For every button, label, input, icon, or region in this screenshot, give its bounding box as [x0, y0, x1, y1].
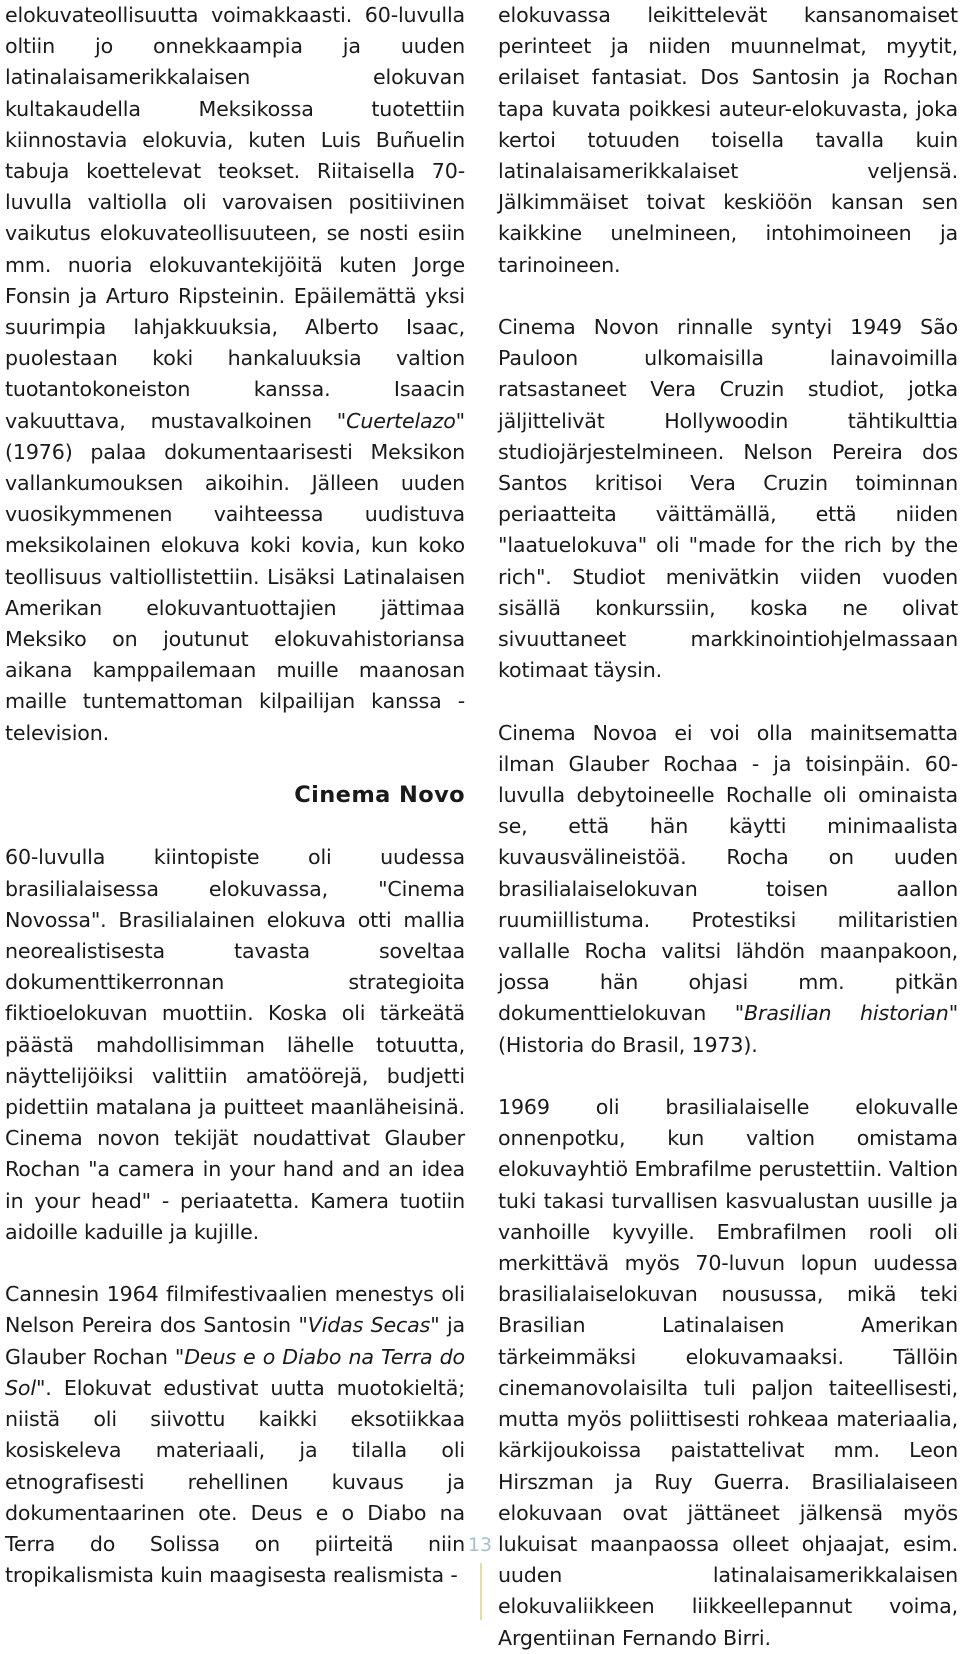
paragraph-glauber-rocha [498, 718, 958, 1061]
section-heading: Cinema Novo [294, 782, 465, 809]
paragraph-text: Cannesin 1964 filmifestivaalien menestys oli Nelson Pereira dos Santosin " [5, 1282, 465, 1338]
film-title: Deus e o Diabo na Terra do Sol [5, 1344, 465, 1400]
paragraph-embrafilme: 1969 oli brasilialaiselle elokuvalle onnenpotku, kun valtion omistama elokuvayhtiö Embrafilme perustettiin. Valtion tuki takasi turvallisen kasvualustan uusille ja vanhoille kyvyille. Embrafilmen rooli oli merkittävä myös 70-luvun lopun uudessa brasilialaiselokuvan nousussa, mikä teki Brasilian Latinalaisen Amerikan tärkeimmäksi elokuvamaaksi. Tällöin cinemanovolaisilta tuli paljon taiteellisesti, mutta myös poliittisesti rohkeaa materiaalia, kärkijoukoissa paistattelivat mm. Leon Hirszman ja Ruy Guerra. Brasilialaiseen elokuvaan ovat jättäneet jälkensä myös lukuisat maanpaossa olleet ohjaajat, esim. uuden latinalaisamerikkalaisen elokuvaliikkeen liikkeellepannut voima, Argentiinan Fernando Birri. [498, 1095, 958, 1650]
film-title: Brasilian historian [744, 1001, 949, 1026]
page-number: 13 [467, 1534, 493, 1556]
page-footer-rule [480, 1563, 482, 1620]
film-title: Cuertelazo [346, 408, 456, 433]
paragraph-vera-cruz: Cinema Novon rinnalle syntyi 1949 São Pauloon ulkomaisilla lainavoimilla ratsastaneet Vera Cruzin studiot, jotka jäljittelivät Hollywoodin tähtikulttia studiojärjestelmineen. Nelson Pereira dos Santos kritisoi Vera Cruzin toiminnan periaatteita väittämällä, että niiden "laatuelokuva" oli "made for the rich by the rich". Studiot menivätkin viiden vuoden sisällä konkurssiin, koska ne olivat sivuuttaneet markkinointiohjelmassaan kotimaat täysin. [498, 315, 958, 683]
paragraph-cinema-novo-intro: 60-luvulla kiintopiste oli uudessa brasilialaisessa elokuvassa, "Cinema Novossa". Brasilialainen elokuva otti mallia neorealistisesta tavasta soveltaa dokumenttikerronnan strategioita fiktioelokuvan muottiin. Koska oli tärkeätä päästä mahdollisimman lähelle totuutta, näyttelijöiksi valittiin amatöörejä, budjetti pidettiin matalana ja puitteet maanläheisinä. Cinema novon tekijät noudattivat Glauber Rochan "a camera in your hand and an idea in your head" - periaatetta. Kamera tuotiin aidoille kaduille ja kujille. [5, 845, 465, 1244]
paragraph-text: Cinema Novoa ei voi olla mainitsematta ilman Glauber Rochaa - ja toisinpäin. 60-luvulla debytoineelle Rochalle oli ominaista se, että hän käytti minimaalista kuvausvälineistöä. Rocha on uuden brasilialaiselokuvan toisen aallon ruumiillistuma. Protestiksi militaristien vallalle Rocha valitsi lähdön maanpakoon, jossa hän ohjasi mm. pitkän dokumenttielokuvan " [498, 720, 958, 1026]
right-column [498, 0, 958, 1654]
paragraph-text: " ja Glauber Rochan " [5, 1313, 465, 1369]
paragraph-folk-traditions: elokuvassa leikittelevät kansanomaiset perinteet ja niiden muunnelmat, myytit, erilaiset fantasiat. Dos Santosin ja Rochan tapa kuvata poikkesi auteur-elokuvasta, joka kertoi totuuden toisella tavalla kuin latinalaisamerikkalaiset veljensä. Jälkimmäiset toivat keskiöön kansan sen kaikkine unelmineen, intohimoineen ja tarinoineen. [498, 3, 958, 277]
paragraph-text: " (Historia do Brasil, 1973). [498, 1001, 959, 1057]
paragraph-text: ". Elokuvat edustivat uutta muotokieltä; niistä oli siivottu kaikki eksotiikkaa kosiskeleva materiaali, ja tilalla oli etnografisesti rehellinen kuvaus ja dokumentaarinen ote. Deus e o Diabo na Terra do Solissa on piirteitä niin tropikalismista kuin maagisesta realismista - [5, 1375, 465, 1588]
paragraph-text: elokuvateollisuutta voimakkaasti. 60-luvulla oltiin jo onnekkaampia ja uuden latinalaisamerikkalaisen elokuvan kultakaudella Meksikossa tuotettiin kiinnostavia elokuvia, kuten Luis Buñuelin tabuja koettelevat teokset. Riitaisella 70-luvulla valtiolla oli varovaisen positiivinen vaikutus elokuvateollisuuteen, se nosti esiin mm. nuoria elokuvantekijöitä kuten Jorge Fonsin ja Arturo Ripsteinin. Epäilemättä yksi suurimpia lahjakkuuksia, Alberto Isaac, puolestaan koki hankaluuksia valtion tuotantokoneiston kanssa. Isaacin vakuuttava, mustavalkoinen " [5, 3, 465, 433]
left-column [5, 0, 465, 1591]
paragraph-mexico-cinema [5, 0, 465, 749]
paragraph-text: " (1976) palaa dokumentaarisesti Meksikon vallankumouksen aikoihin. Jälleen uuden vuosikymmenen vaihteessa uudistuva meksikolainen elokuva koki kovia, kun koko teollisuus valtiollistettiin. Lisäksi Latinalaisen Amerikan elokuvantuottajien jättimaa Meksiko on joutunut elokuvahistoriansa aikana kamppailemaan muille maanosan maille tuntemattoman kilpailijan kanssa - television. [5, 408, 465, 745]
film-title: Vidas Secas [307, 1313, 431, 1338]
